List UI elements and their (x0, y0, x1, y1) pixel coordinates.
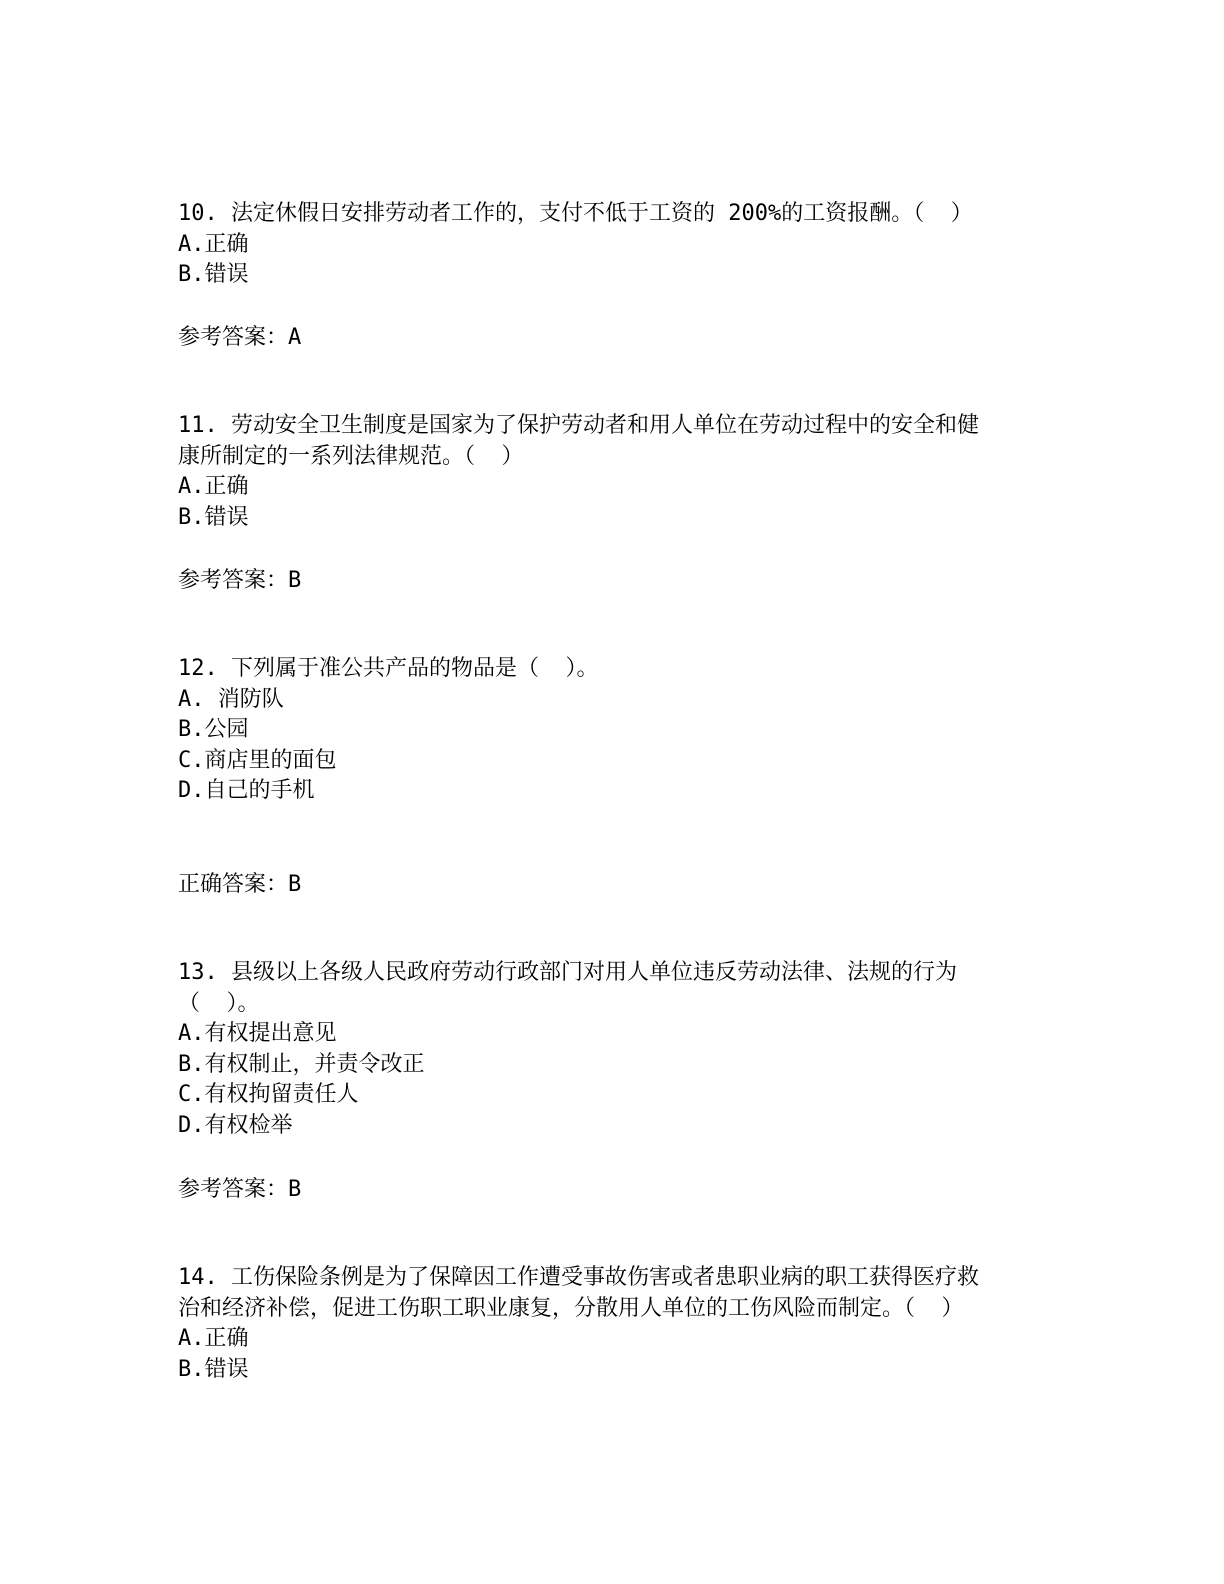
option-a: A.正确 (178, 231, 249, 257)
option-b: B.错误 (178, 504, 249, 530)
option-a: A.正确 (178, 474, 249, 500)
option-c: C.有权拘留责任人 (178, 1082, 359, 1108)
answer-value: B (288, 568, 302, 593)
answer-value: B (288, 1177, 302, 1202)
option-a: A. 消防队 (178, 686, 284, 712)
question-11 (178, 411, 979, 533)
answer-11 (178, 566, 301, 596)
question-12 (178, 654, 598, 807)
question-stem-line-1: 11. 劳动安全卫生制度是国家为了保护劳动者和用人单位在劳动过程中的安全和健 (178, 413, 979, 438)
question-13 (178, 958, 957, 1142)
question-stem-line-2: 治和经济补偿，促进工伤职工职业康复，分散用人单位的工伤风险而制定。（ ） (178, 1295, 964, 1321)
option-d: D.有权检举 (178, 1112, 293, 1138)
question-10 (178, 199, 973, 291)
option-b: B.有权制止，并责令改正 (178, 1051, 425, 1077)
question-stem-line-2: （ ）。 (178, 990, 260, 1016)
question-stem: 12. 下列属于准公共产品的物品是（ ）。 (178, 656, 599, 681)
option-b: B.公园 (178, 717, 249, 743)
answer-value: B (288, 872, 302, 897)
option-a: A.正确 (178, 1326, 249, 1352)
answer-12 (178, 870, 301, 900)
option-d: D.自己的手机 (178, 778, 315, 804)
answer-13 (178, 1175, 301, 1205)
answer-label: 参考答案： (178, 325, 289, 350)
question-stem-line-2: 康所制定的一系列法律规范。（ ） (178, 443, 524, 469)
question-14 (178, 1263, 979, 1385)
option-b: B.错误 (178, 262, 249, 288)
answer-value: A (288, 325, 302, 350)
option-a: A.有权提出意见 (178, 1021, 337, 1047)
answer-10 (178, 323, 301, 353)
question-stem-line-1: 13. 县级以上各级人民政府劳动行政部门对用人单位违反劳动法律、法规的行为 (178, 960, 957, 985)
answer-label: 正确答案： (178, 872, 289, 897)
question-stem-line-1: 14. 工伤保险条例是为了保障因工作遭受事故伤害或者患职业病的职工获得医疗救 (178, 1265, 979, 1290)
answer-label: 参考答案： (178, 568, 289, 593)
option-b: B.错误 (178, 1356, 249, 1382)
question-stem: 10. 法定休假日安排劳动者工作的，支付不低于工资的 200%的工资报酬。（ ） (178, 201, 973, 226)
answer-label: 参考答案： (178, 1177, 289, 1202)
option-c: C.商店里的面包 (178, 747, 337, 773)
